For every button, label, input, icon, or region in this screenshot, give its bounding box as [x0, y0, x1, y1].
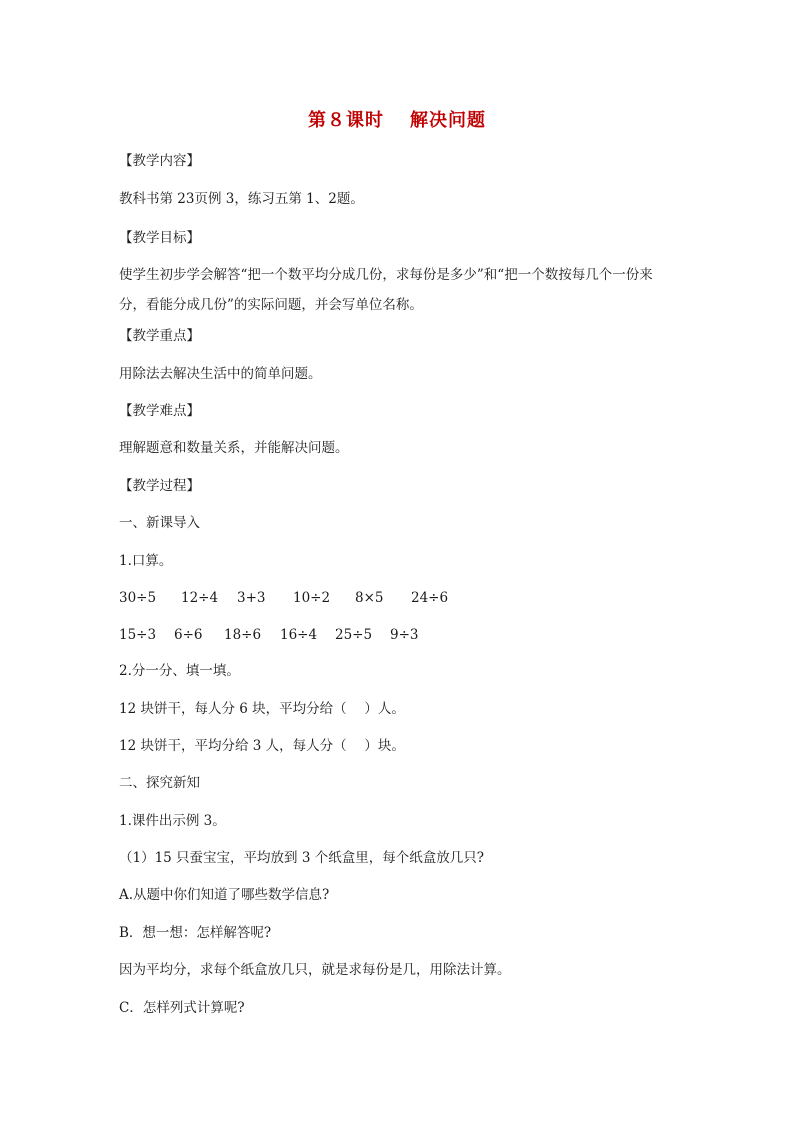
- lesson-topic: 解决问题: [410, 110, 486, 131]
- calc-item: 3+3: [237, 590, 266, 606]
- calc-item: 25÷5: [335, 627, 373, 643]
- step-a: A.从题中你们知道了哪些数学信息?: [119, 887, 330, 903]
- process-heading: 【教学过程】: [119, 478, 200, 494]
- difficulty-text: 理解题意和数量关系，并能解决问题。: [119, 440, 349, 456]
- calc-item: 6÷6: [174, 627, 203, 643]
- part1-title: 一、新课导入: [119, 515, 200, 531]
- item2: 2.分一分、填一填。: [119, 663, 240, 679]
- goal-text: 使学生初步学会解答“把一个数平均分成几份，求每份是多少”和“把一个数按每几个一份来分，看能分成几份”的实际问题，并会写单位名称。: [119, 267, 653, 313]
- part2-title: 二、探究新知: [119, 775, 200, 791]
- calc-item: 18÷6: [224, 627, 262, 643]
- calc-item: 24÷6: [411, 590, 449, 606]
- question-1: （1）15 只蚕宝宝，平均放到 3 个纸盒里，每个纸盒放几只?: [119, 850, 484, 866]
- calc-item: 8×5: [355, 590, 384, 606]
- calc-item: 10÷2: [293, 590, 331, 606]
- calc-row-1: [119, 589, 448, 607]
- lesson-number: 第８课时: [308, 110, 384, 131]
- step-b: B．想一想：怎样解答呢?: [119, 925, 272, 941]
- content-heading: 【教学内容】: [119, 153, 200, 169]
- fill-blank-2: 12 块饼干，平均分给 3 人，每人分（ ）块。: [119, 738, 405, 754]
- calc-item: 15÷3: [119, 627, 157, 643]
- calc-item: 16÷4: [280, 627, 318, 643]
- reason-text: 因为平均分，求每个纸盒放几只，就是求每份是几，用除法计算。: [119, 962, 511, 978]
- calc-item: 30÷5: [119, 590, 157, 606]
- key-text: 用除法去解决生活中的简单问题。: [119, 366, 322, 382]
- content-text: 教科书第 23页例 3，练习五第 1、2题。: [119, 191, 364, 207]
- page-title: [0, 106, 794, 132]
- calc-row-2: [119, 626, 419, 644]
- item1: 1.口算。: [119, 553, 173, 569]
- example-item: 1.课件出示例 3。: [119, 813, 226, 829]
- calc-item: 12÷4: [181, 590, 219, 606]
- fill-blank-1: 12 块饼干，每人分 6 块，平均分给（ ）人。: [119, 701, 405, 717]
- difficulty-heading: 【教学难点】: [119, 403, 200, 419]
- goal-heading: 【教学目标】: [119, 230, 200, 246]
- key-heading: 【教学重点】: [119, 328, 200, 344]
- calc-item: 9÷3: [390, 627, 419, 643]
- step-c: C．怎样列式计算呢?: [119, 1000, 245, 1016]
